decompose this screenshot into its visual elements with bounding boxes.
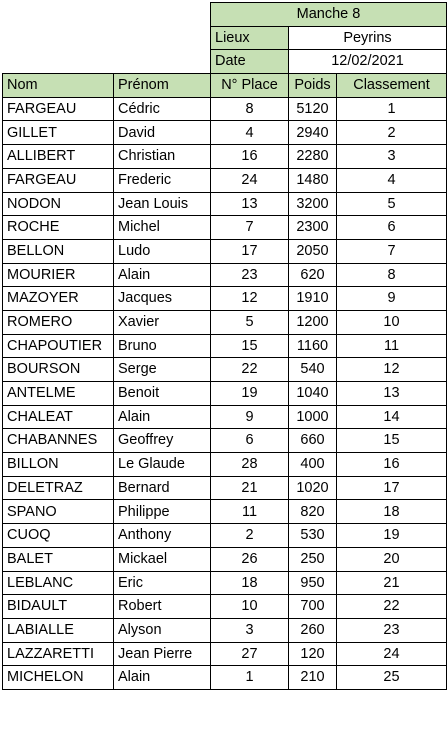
classement-cell: 24 (337, 642, 447, 666)
prenom-cell: Mickael (114, 547, 211, 571)
prenom-cell: Christian (114, 145, 211, 169)
table-row (3, 453, 447, 477)
nom-cell: CHAPOUTIER (3, 334, 114, 358)
table-row (3, 642, 447, 666)
place-cell: 2 (211, 524, 289, 548)
table-row (3, 547, 447, 571)
place-cell: 15 (211, 334, 289, 358)
classement-cell: 6 (337, 216, 447, 240)
place-cell: 21 (211, 476, 289, 500)
table-row (3, 595, 447, 619)
prenom-cell: Xavier (114, 310, 211, 334)
poids-cell: 620 (289, 263, 337, 287)
table-row (3, 524, 447, 548)
nom-cell: BILLON (3, 453, 114, 477)
place-cell: 26 (211, 547, 289, 571)
poids-cell: 2280 (289, 145, 337, 169)
nom-cell: CUOQ (3, 524, 114, 548)
table-row (3, 571, 447, 595)
classement-cell: 2 (337, 121, 447, 145)
table-row (3, 287, 447, 311)
prenom-cell: Frederic (114, 168, 211, 192)
poids-cell: 1020 (289, 476, 337, 500)
prenom-cell: Bruno (114, 334, 211, 358)
poids-cell: 540 (289, 358, 337, 382)
prenom-cell: Cédric (114, 97, 211, 121)
table-row (3, 145, 447, 169)
prenom-cell: Michel (114, 216, 211, 240)
place-cell: 18 (211, 571, 289, 595)
column-header-poids: Poids (289, 74, 337, 98)
place-cell: 5 (211, 310, 289, 334)
nom-cell: MOURIER (3, 263, 114, 287)
place-cell: 16 (211, 145, 289, 169)
date-value: 12/02/2021 (289, 50, 447, 74)
table-row (3, 429, 447, 453)
prenom-cell: Le Glaude (114, 453, 211, 477)
column-header-row (3, 74, 447, 98)
nom-cell: CHABANNES (3, 429, 114, 453)
place-cell: 11 (211, 500, 289, 524)
date-row (3, 50, 447, 74)
classement-cell: 3 (337, 145, 447, 169)
nom-cell: BIDAULT (3, 595, 114, 619)
column-header-classement: Classement (337, 74, 447, 98)
nom-cell: BALET (3, 547, 114, 571)
classement-cell: 15 (337, 429, 447, 453)
poids-cell: 3200 (289, 192, 337, 216)
poids-cell: 530 (289, 524, 337, 548)
poids-cell: 260 (289, 618, 337, 642)
place-cell: 3 (211, 618, 289, 642)
prenom-cell: Alain (114, 666, 211, 690)
classement-cell: 22 (337, 595, 447, 619)
poids-cell: 820 (289, 500, 337, 524)
nom-cell: ROCHE (3, 216, 114, 240)
nom-cell: MAZOYER (3, 287, 114, 311)
poids-cell: 1040 (289, 382, 337, 406)
poids-cell: 1480 (289, 168, 337, 192)
classement-cell: 18 (337, 500, 447, 524)
classement-cell: 8 (337, 263, 447, 287)
prenom-cell: David (114, 121, 211, 145)
nom-cell: MICHELON (3, 666, 114, 690)
table-row (3, 192, 447, 216)
classement-cell: 19 (337, 524, 447, 548)
classement-cell: 12 (337, 358, 447, 382)
nom-cell: FARGEAU (3, 97, 114, 121)
nom-cell: LABIALLE (3, 618, 114, 642)
poids-cell: 120 (289, 642, 337, 666)
classement-cell: 13 (337, 382, 447, 406)
table-row (3, 666, 447, 690)
place-cell: 8 (211, 97, 289, 121)
table-row (3, 168, 447, 192)
prenom-cell: Jacques (114, 287, 211, 311)
column-header-prenom: Prénom (114, 74, 211, 98)
table-row (3, 216, 447, 240)
prenom-cell: Jean Pierre (114, 642, 211, 666)
nom-cell: ANTELME (3, 382, 114, 406)
manche-row (3, 3, 447, 27)
classement-cell: 25 (337, 666, 447, 690)
table-row (3, 310, 447, 334)
nom-cell: ALLIBERT (3, 145, 114, 169)
place-cell: 19 (211, 382, 289, 406)
nom-cell: BELLON (3, 239, 114, 263)
place-cell: 10 (211, 595, 289, 619)
poids-cell: 2940 (289, 121, 337, 145)
place-cell: 6 (211, 429, 289, 453)
table-row (3, 476, 447, 500)
prenom-cell: Alain (114, 263, 211, 287)
classement-cell: 4 (337, 168, 447, 192)
nom-cell: NODON (3, 192, 114, 216)
place-cell: 23 (211, 263, 289, 287)
table-row (3, 239, 447, 263)
place-cell: 13 (211, 192, 289, 216)
prenom-cell: Serge (114, 358, 211, 382)
poids-cell: 1200 (289, 310, 337, 334)
nom-cell: ROMERO (3, 310, 114, 334)
poids-cell: 1160 (289, 334, 337, 358)
classement-cell: 17 (337, 476, 447, 500)
place-cell: 7 (211, 216, 289, 240)
nom-cell: LAZZARETTI (3, 642, 114, 666)
prenom-cell: Philippe (114, 500, 211, 524)
table-row (3, 97, 447, 121)
manche-title: Manche 8 (211, 3, 447, 27)
classement-cell: 5 (337, 192, 447, 216)
prenom-cell: Alyson (114, 618, 211, 642)
table-row (3, 500, 447, 524)
table-row (3, 263, 447, 287)
place-cell: 4 (211, 121, 289, 145)
poids-cell: 5120 (289, 97, 337, 121)
prenom-cell: Geoffrey (114, 429, 211, 453)
table-row (3, 382, 447, 406)
prenom-cell: Jean Louis (114, 192, 211, 216)
place-cell: 28 (211, 453, 289, 477)
poids-cell: 210 (289, 666, 337, 690)
prenom-cell: Robert (114, 595, 211, 619)
classement-cell: 1 (337, 97, 447, 121)
poids-cell: 400 (289, 453, 337, 477)
lieux-label: Lieux (211, 26, 289, 50)
prenom-cell: Ludo (114, 239, 211, 263)
nom-cell: FARGEAU (3, 168, 114, 192)
poids-cell: 950 (289, 571, 337, 595)
table-row (3, 334, 447, 358)
place-cell: 22 (211, 358, 289, 382)
prenom-cell: Eric (114, 571, 211, 595)
classement-cell: 21 (337, 571, 447, 595)
lieux-value: Peyrins (289, 26, 447, 50)
place-cell: 24 (211, 168, 289, 192)
nom-cell: GILLET (3, 121, 114, 145)
place-cell: 17 (211, 239, 289, 263)
place-cell: 1 (211, 666, 289, 690)
lieux-row (3, 26, 447, 50)
poids-cell: 250 (289, 547, 337, 571)
column-header-nom: Nom (3, 74, 114, 98)
classement-cell: 14 (337, 405, 447, 429)
poids-cell: 1000 (289, 405, 337, 429)
classement-cell: 23 (337, 618, 447, 642)
table-row (3, 618, 447, 642)
prenom-cell: Alain (114, 405, 211, 429)
prenom-cell: Bernard (114, 476, 211, 500)
poids-cell: 2050 (289, 239, 337, 263)
results-table (2, 2, 447, 690)
column-header-place: N° Place (211, 74, 289, 98)
classement-cell: 7 (337, 239, 447, 263)
place-cell: 12 (211, 287, 289, 311)
poids-cell: 1910 (289, 287, 337, 311)
poids-cell: 700 (289, 595, 337, 619)
nom-cell: BOURSON (3, 358, 114, 382)
classement-cell: 16 (337, 453, 447, 477)
place-cell: 9 (211, 405, 289, 429)
place-cell: 27 (211, 642, 289, 666)
nom-cell: CHALEAT (3, 405, 114, 429)
date-label: Date (211, 50, 289, 74)
nom-cell: DELETRAZ (3, 476, 114, 500)
nom-cell: LEBLANC (3, 571, 114, 595)
classement-cell: 20 (337, 547, 447, 571)
prenom-cell: Benoit (114, 382, 211, 406)
poids-cell: 660 (289, 429, 337, 453)
nom-cell: SPANO (3, 500, 114, 524)
poids-cell: 2300 (289, 216, 337, 240)
table-row (3, 405, 447, 429)
classement-cell: 11 (337, 334, 447, 358)
classement-cell: 10 (337, 310, 447, 334)
table-row (3, 121, 447, 145)
table-row (3, 358, 447, 382)
prenom-cell: Anthony (114, 524, 211, 548)
classement-cell: 9 (337, 287, 447, 311)
